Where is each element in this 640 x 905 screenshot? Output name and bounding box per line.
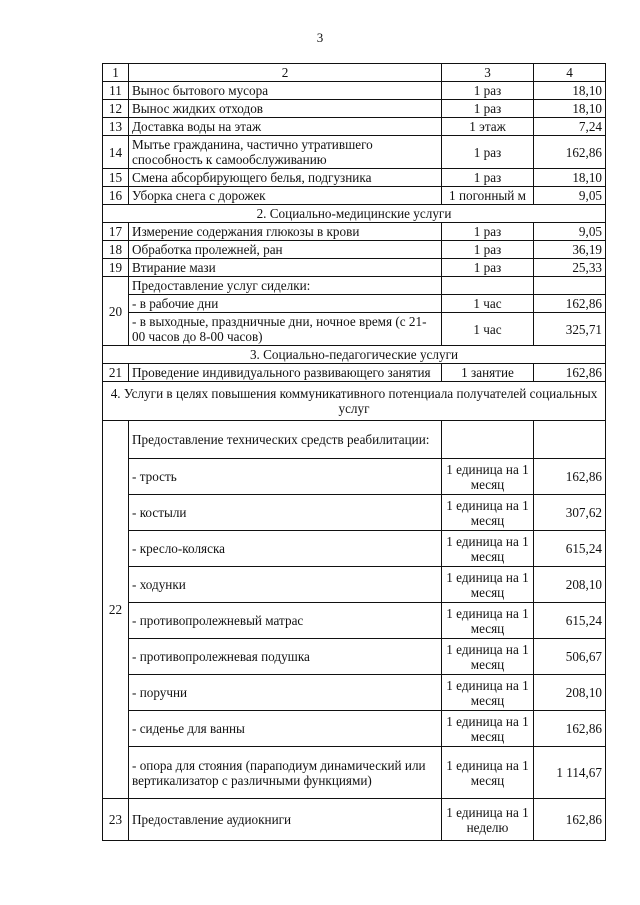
- table-row: [103, 277, 606, 295]
- service-price: 9,05: [534, 223, 606, 241]
- header-cell: 3: [442, 64, 534, 82]
- table-row: [103, 675, 606, 711]
- section-row: [103, 382, 606, 421]
- service-price: 208,10: [534, 675, 606, 711]
- row-number: 12: [103, 100, 129, 118]
- tariff-table: [102, 63, 606, 841]
- service-unit: 1 раз: [442, 100, 534, 118]
- service-name: - опора для стояния (параподиум динамический или вертикализатор с различными функциями): [129, 747, 442, 799]
- service-unit: 1 погонный м: [442, 187, 534, 205]
- row-number: 21: [103, 364, 129, 382]
- service-price: 162,86: [534, 711, 606, 747]
- empty-cell: [534, 421, 606, 459]
- service-name: Обработка пролежней, ран: [129, 241, 442, 259]
- table-row: [103, 100, 606, 118]
- section-row: [103, 205, 606, 223]
- service-price: 25,33: [534, 259, 606, 277]
- table-row: [103, 531, 606, 567]
- table-row: [103, 747, 606, 799]
- service-price: 162,86: [534, 295, 606, 313]
- service-unit: 1 единица на 1 месяц: [442, 675, 534, 711]
- service-name: - сиденье для ванны: [129, 711, 442, 747]
- service-name: Предоставление аудиокниги: [129, 799, 442, 841]
- service-unit: 1 раз: [442, 223, 534, 241]
- service-name: Смена абсорбирующего белья, подгузника: [129, 169, 442, 187]
- service-unit: 1 раз: [442, 241, 534, 259]
- service-name: Втирание мази: [129, 259, 442, 277]
- section-heading: 2. Социально-медицинские услуги: [103, 205, 606, 223]
- service-name: Уборка снега с дорожек: [129, 187, 442, 205]
- service-unit: 1 раз: [442, 259, 534, 277]
- row-number: 20: [103, 277, 129, 346]
- service-name: Доставка воды на этаж: [129, 118, 442, 136]
- table-row: [103, 169, 606, 187]
- service-group-title: Предоставление услуг сиделки:: [129, 277, 442, 295]
- table-row: [103, 82, 606, 100]
- service-price: 9,05: [534, 187, 606, 205]
- service-unit: 1 единица на 1 месяц: [442, 747, 534, 799]
- table-row: [103, 639, 606, 675]
- service-name: Проведение индивидуального развивающего занятия: [129, 364, 442, 382]
- table-row: [103, 421, 606, 459]
- service-price: 162,86: [534, 799, 606, 841]
- header-cell: 4: [534, 64, 606, 82]
- table-row: [103, 118, 606, 136]
- service-name: - ходунки: [129, 567, 442, 603]
- service-group-title: Предоставление технических средств реабилитации:: [129, 421, 442, 459]
- row-number: 18: [103, 241, 129, 259]
- service-price: 1 114,67: [534, 747, 606, 799]
- service-name: - в выходные, праздничные дни, ночное время (с 21-00 часов до 8-00 часов): [129, 313, 442, 346]
- table-row: [103, 295, 606, 313]
- service-name: Вынос бытового мусора: [129, 82, 442, 100]
- service-unit: 1 раз: [442, 82, 534, 100]
- row-number: 15: [103, 169, 129, 187]
- service-unit: 1 единица на 1 месяц: [442, 567, 534, 603]
- service-unit: 1 единица на 1 неделю: [442, 799, 534, 841]
- empty-cell: [442, 277, 534, 295]
- service-name: Мытье гражданина, частично утратившего способность к самообслуживанию: [129, 136, 442, 169]
- service-name: - кресло-коляска: [129, 531, 442, 567]
- service-price: 7,24: [534, 118, 606, 136]
- service-price: 208,10: [534, 567, 606, 603]
- table-row: [103, 711, 606, 747]
- table-row: [103, 187, 606, 205]
- section-heading: 4. Услуги в целях повышения коммуникативного потенциала получателей социальных услуг: [103, 382, 606, 421]
- service-price: 162,86: [534, 364, 606, 382]
- service-name: - противопролежневая подушка: [129, 639, 442, 675]
- table-row: [103, 603, 606, 639]
- row-number: 19: [103, 259, 129, 277]
- service-price: 36,19: [534, 241, 606, 259]
- service-name: Вынос жидких отходов: [129, 100, 442, 118]
- section-heading: 3. Социально-педагогические услуги: [103, 346, 606, 364]
- service-unit: 1 раз: [442, 136, 534, 169]
- table-row: [103, 136, 606, 169]
- table-row: [103, 364, 606, 382]
- row-number: 22: [103, 421, 129, 799]
- header-cell: 2: [129, 64, 442, 82]
- row-number: 14: [103, 136, 129, 169]
- service-name: - костыли: [129, 495, 442, 531]
- table-row: [103, 459, 606, 495]
- service-name: - трость: [129, 459, 442, 495]
- service-unit: 1 единица на 1 месяц: [442, 459, 534, 495]
- row-number: 13: [103, 118, 129, 136]
- service-price: 18,10: [534, 82, 606, 100]
- service-price: 506,67: [534, 639, 606, 675]
- service-unit: 1 единица на 1 месяц: [442, 531, 534, 567]
- service-unit: 1 раз: [442, 169, 534, 187]
- service-unit: 1 этаж: [442, 118, 534, 136]
- row-number: 23: [103, 799, 129, 841]
- service-name: - поручни: [129, 675, 442, 711]
- service-price: 18,10: [534, 100, 606, 118]
- row-number: 11: [103, 82, 129, 100]
- service-price: 162,86: [534, 136, 606, 169]
- service-price: 325,71: [534, 313, 606, 346]
- table-row: [103, 223, 606, 241]
- table-row: [103, 241, 606, 259]
- service-unit: 1 час: [442, 295, 534, 313]
- row-number: 17: [103, 223, 129, 241]
- page-number: 3: [316, 30, 324, 45]
- service-price: 615,24: [534, 603, 606, 639]
- service-price: 307,62: [534, 495, 606, 531]
- section-row: [103, 346, 606, 364]
- service-name: Измерение содержания глюкозы в крови: [129, 223, 442, 241]
- table-row: [103, 799, 606, 841]
- empty-cell: [442, 421, 534, 459]
- table-header-row: [103, 64, 606, 82]
- service-unit: 1 единица на 1 месяц: [442, 711, 534, 747]
- empty-cell: [534, 277, 606, 295]
- service-unit: 1 час: [442, 313, 534, 346]
- service-unit: 1 единица на 1 месяц: [442, 639, 534, 675]
- service-name: - противопролежневый матрас: [129, 603, 442, 639]
- service-unit: 1 единица на 1 месяц: [442, 603, 534, 639]
- table-row: [103, 313, 606, 346]
- service-unit: 1 занятие: [442, 364, 534, 382]
- table-row: [103, 259, 606, 277]
- service-name: - в рабочие дни: [129, 295, 442, 313]
- table-row: [103, 495, 606, 531]
- row-number: 16: [103, 187, 129, 205]
- header-cell: 1: [103, 64, 129, 82]
- table-row: [103, 567, 606, 603]
- service-price: 162,86: [534, 459, 606, 495]
- service-unit: 1 единица на 1 месяц: [442, 495, 534, 531]
- service-price: 18,10: [534, 169, 606, 187]
- service-price: 615,24: [534, 531, 606, 567]
